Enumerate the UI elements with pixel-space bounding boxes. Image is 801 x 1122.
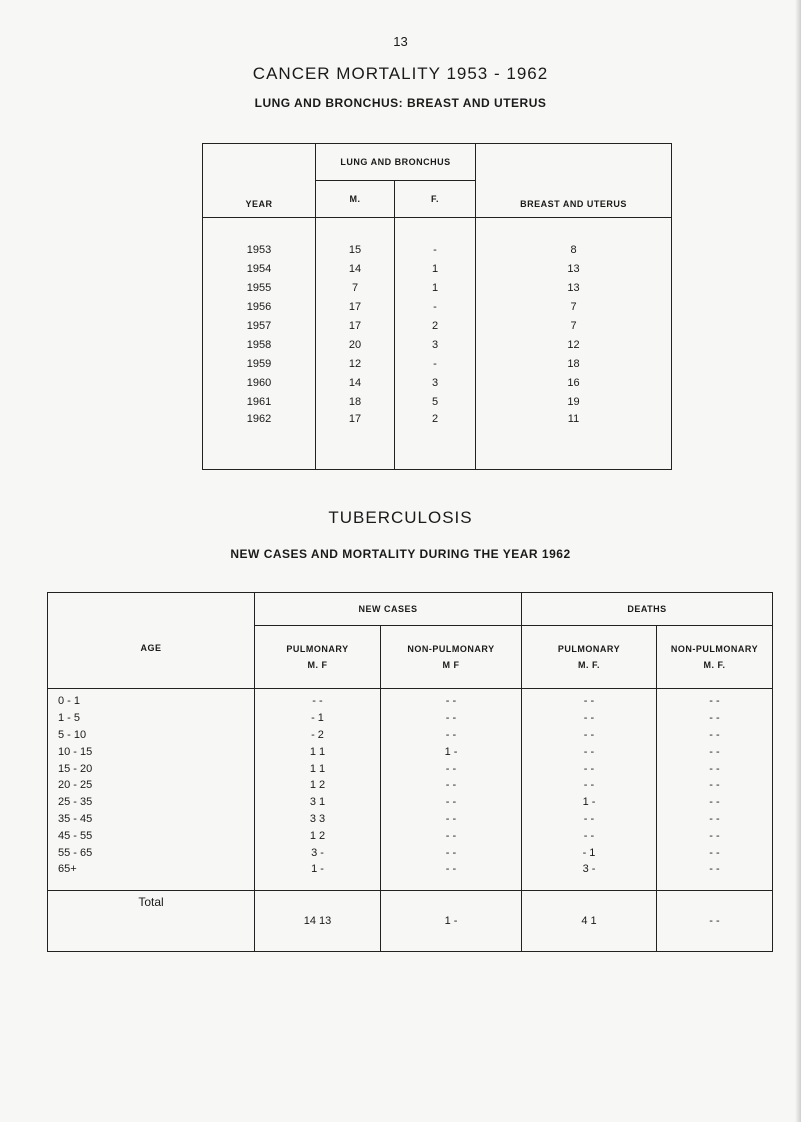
cell-m: 17 (316, 411, 395, 470)
total-nc-pul: 14 13 (255, 890, 381, 951)
cell-f: 5 (395, 392, 476, 411)
cell-d-non: - - (657, 844, 773, 861)
header-f: F. (395, 181, 476, 218)
table-row (203, 354, 672, 373)
table-row (48, 844, 773, 861)
cell-nc-non: - - (381, 844, 522, 861)
table-row (203, 373, 672, 392)
cell-breast: 7 (476, 316, 672, 335)
cell-f: - (395, 218, 476, 260)
cell-d-pul: - - (522, 760, 657, 777)
cell-nc-pul: - - (255, 689, 381, 710)
cell-d-pul: 1 - (522, 794, 657, 811)
table-row (48, 794, 773, 811)
header-m: M. (316, 181, 395, 218)
table-row (203, 411, 672, 470)
cell-year: 1961 (203, 392, 316, 411)
table-row (203, 218, 672, 260)
cell-d-pul: - - (522, 727, 657, 744)
cell-nc-non: - - (381, 794, 522, 811)
cell-d-pul: - - (522, 743, 657, 760)
table-row (203, 392, 672, 411)
cell-nc-pul: 1 - (255, 861, 381, 890)
scan-edge-shadow (795, 0, 801, 1122)
header-d-non-pulmonary: NON-PULMONARY M. F. (657, 626, 773, 689)
cell-d-non: - - (657, 827, 773, 844)
cell-nc-pul: - 1 (255, 710, 381, 727)
cell-d-non: - - (657, 743, 773, 760)
cell-breast: 18 (476, 354, 672, 373)
cell-breast: 16 (476, 373, 672, 392)
table-row (203, 278, 672, 297)
cell-d-pul: 3 - (522, 861, 657, 890)
cell-age: 45 - 55 (48, 827, 255, 844)
cell-m: 18 (316, 392, 395, 411)
cell-year: 1954 (203, 259, 316, 278)
table-row (203, 335, 672, 354)
cell-breast: 7 (476, 297, 672, 316)
cell-nc-pul: 1 2 (255, 777, 381, 794)
cell-m: 15 (316, 218, 395, 260)
cell-m: 14 (316, 259, 395, 278)
total-row (48, 890, 773, 951)
cell-nc-non: - - (381, 827, 522, 844)
cell-nc-pul: 1 2 (255, 827, 381, 844)
header-year: YEAR (203, 144, 316, 218)
table-row (203, 259, 672, 278)
cell-nc-non: - - (381, 861, 522, 890)
table-row (48, 710, 773, 727)
header-breast: BREAST AND UTERUS (476, 144, 672, 218)
cell-f: 2 (395, 411, 476, 470)
cell-d-non: - - (657, 777, 773, 794)
cell-m: 14 (316, 373, 395, 392)
cell-year: 1953 (203, 218, 316, 260)
cell-m: 17 (316, 316, 395, 335)
cell-d-pul: - - (522, 710, 657, 727)
header-lung-group: LUNG AND BRONCHUS (316, 144, 476, 181)
cell-nc-non: - - (381, 811, 522, 828)
cell-d-non: - - (657, 811, 773, 828)
cell-nc-pul: 1 1 (255, 760, 381, 777)
cell-nc-pul: 3 1 (255, 794, 381, 811)
cell-breast: 13 (476, 278, 672, 297)
cell-age: 10 - 15 (48, 743, 255, 760)
cell-year: 1955 (203, 278, 316, 297)
cancer-mortality-table (202, 143, 672, 470)
cell-d-non: - - (657, 760, 773, 777)
table-row (203, 297, 672, 316)
cell-f: 1 (395, 259, 476, 278)
cell-year: 1956 (203, 297, 316, 316)
cell-f: - (395, 354, 476, 373)
cell-nc-pul: 3 3 (255, 811, 381, 828)
page-number: 13 (393, 34, 408, 49)
cell-breast: 12 (476, 335, 672, 354)
cell-year: 1962 (203, 411, 316, 470)
cell-m: 17 (316, 297, 395, 316)
cell-f: 3 (395, 373, 476, 392)
cell-breast: 19 (476, 392, 672, 411)
cancer-title: CANCER MORTALITY 1953 - 1962 (252, 64, 549, 83)
tb-title: TUBERCULOSIS (328, 508, 473, 527)
cell-d-non: - - (657, 689, 773, 710)
table-row (48, 727, 773, 744)
table-row (48, 743, 773, 760)
cell-m: 20 (316, 335, 395, 354)
cell-breast: 8 (476, 218, 672, 260)
cell-m: 7 (316, 278, 395, 297)
cell-nc-non: - - (381, 727, 522, 744)
cell-nc-non: - - (381, 760, 522, 777)
total-label: Total (48, 890, 255, 951)
cell-d-non: - - (657, 710, 773, 727)
total-nc-non: 1 - (381, 890, 522, 951)
cell-d-pul: - 1 (522, 844, 657, 861)
cell-year: 1959 (203, 354, 316, 373)
table-row (48, 827, 773, 844)
table-row (48, 760, 773, 777)
cancer-subtitle: LUNG AND BRONCHUS: BREAST AND UTERUS (254, 96, 547, 110)
header-age: AGE (48, 593, 255, 689)
cell-f: 2 (395, 316, 476, 335)
cell-f: 1 (395, 278, 476, 297)
cell-age: 65+ (48, 861, 255, 890)
table-row (48, 861, 773, 890)
cell-d-non: - - (657, 861, 773, 890)
cell-age: 1 - 5 (48, 710, 255, 727)
header-deaths: DEATHS (522, 593, 773, 626)
table-row (48, 777, 773, 794)
cell-breast: 13 (476, 259, 672, 278)
cell-m: 12 (316, 354, 395, 373)
header-d-pulmonary: PULMONARY M. F. (522, 626, 657, 689)
cell-d-pul: - - (522, 689, 657, 710)
cell-age: 15 - 20 (48, 760, 255, 777)
tb-subtitle: NEW CASES AND MORTALITY DURING THE YEAR 1962 (230, 547, 571, 561)
cell-nc-non: - - (381, 777, 522, 794)
cell-year: 1960 (203, 373, 316, 392)
total-d-pul: 4 1 (522, 890, 657, 951)
cell-age: 0 - 1 (48, 689, 255, 710)
cell-nc-non: 1 - (381, 743, 522, 760)
cell-nc-non: - - (381, 689, 522, 710)
table-row (48, 811, 773, 828)
cell-d-pul: - - (522, 777, 657, 794)
cell-nc-pul: 3 - (255, 844, 381, 861)
total-d-non: - - (657, 890, 773, 951)
header-new-cases: NEW CASES (255, 593, 522, 626)
cell-f: - (395, 297, 476, 316)
cell-d-pul: - - (522, 811, 657, 828)
cell-age: 5 - 10 (48, 727, 255, 744)
cell-age: 35 - 45 (48, 811, 255, 828)
cell-age: 55 - 65 (48, 844, 255, 861)
cell-year: 1958 (203, 335, 316, 354)
cell-age: 20 - 25 (48, 777, 255, 794)
cell-nc-pul: - 2 (255, 727, 381, 744)
cell-f: 3 (395, 335, 476, 354)
cell-nc-non: - - (381, 710, 522, 727)
table-row (203, 316, 672, 335)
tuberculosis-table (47, 592, 773, 952)
header-nc-pulmonary: PULMONARY M. F (255, 626, 381, 689)
header-nc-non-pulmonary: NON-PULMONARY M F (381, 626, 522, 689)
cell-age: 25 - 35 (48, 794, 255, 811)
cell-year: 1957 (203, 316, 316, 335)
cell-breast: 11 (476, 411, 672, 470)
table-row (48, 689, 773, 710)
cell-d-pul: - - (522, 827, 657, 844)
cell-d-non: - - (657, 794, 773, 811)
cell-d-non: - - (657, 727, 773, 744)
cell-nc-pul: 1 1 (255, 743, 381, 760)
